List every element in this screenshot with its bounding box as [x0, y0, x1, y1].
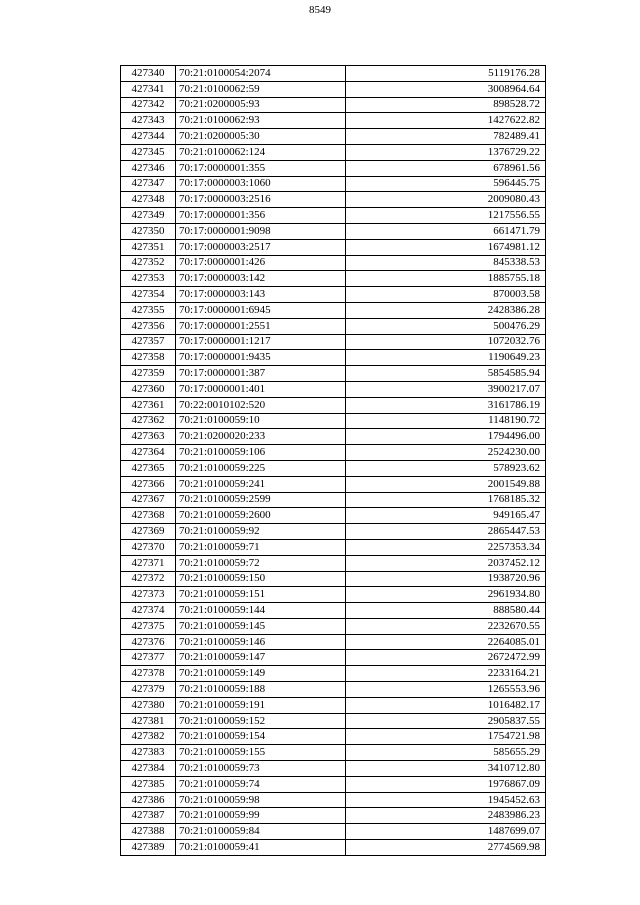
cadastral-number-cell: 70:17:0000003:2516: [176, 192, 346, 208]
table-row: [121, 682, 546, 698]
record-id-cell: 427375: [121, 618, 176, 634]
record-id-cell: 427362: [121, 413, 176, 429]
record-id-cell: 427371: [121, 555, 176, 571]
table-row: [121, 792, 546, 808]
cadastral-number-cell: 70:21:0200020:233: [176, 429, 346, 445]
table-row: [121, 176, 546, 192]
cadastral-number-cell: 70:17:0000001:6945: [176, 302, 346, 318]
table-row: [121, 318, 546, 334]
cadastral-number-cell: 70:21:0100059:72: [176, 555, 346, 571]
value-cell: 1265553.96: [346, 682, 546, 698]
record-id-cell: 427372: [121, 571, 176, 587]
table-row: [121, 808, 546, 824]
value-cell: 3900217.07: [346, 381, 546, 397]
cadastral-number-cell: 70:21:0100059:146: [176, 634, 346, 650]
record-id-cell: 427379: [121, 682, 176, 698]
table-row: [121, 634, 546, 650]
record-id-cell: 427348: [121, 192, 176, 208]
table-row: [121, 524, 546, 540]
table-row: [121, 697, 546, 713]
value-cell: 1190649.23: [346, 350, 546, 366]
value-cell: 3161786.19: [346, 397, 546, 413]
value-cell: 2905837.55: [346, 713, 546, 729]
value-cell: 1885755.18: [346, 271, 546, 287]
record-id-cell: 427386: [121, 792, 176, 808]
cadastral-number-cell: 70:21:0100059:225: [176, 460, 346, 476]
page-number: 8549: [309, 4, 331, 16]
table-row: [121, 192, 546, 208]
table-row: [121, 761, 546, 777]
cadastral-number-cell: 70:21:0100062:124: [176, 144, 346, 160]
cadastral-number-cell: 70:21:0100059:84: [176, 824, 346, 840]
record-id-cell: 427350: [121, 223, 176, 239]
table-row: [121, 397, 546, 413]
table-row: [121, 429, 546, 445]
value-cell: 1674981.12: [346, 239, 546, 255]
record-id-cell: 427381: [121, 713, 176, 729]
table-row: [121, 334, 546, 350]
record-id-cell: 427345: [121, 144, 176, 160]
cadastral-number-cell: 70:21:0100059:149: [176, 666, 346, 682]
table-row: [121, 555, 546, 571]
value-cell: 949165.47: [346, 508, 546, 524]
record-id-cell: 427382: [121, 729, 176, 745]
cadastral-number-cell: 70:17:0000001:356: [176, 208, 346, 224]
record-id-cell: 427383: [121, 745, 176, 761]
table-row: [121, 460, 546, 476]
cadastral-number-cell: 70:21:0100059:71: [176, 539, 346, 555]
cadastral-number-cell: 70:17:0000003:142: [176, 271, 346, 287]
table-row: [121, 840, 546, 856]
value-cell: 2009080.43: [346, 192, 546, 208]
table-row: [121, 666, 546, 682]
value-cell: 500476.29: [346, 318, 546, 334]
value-cell: 2865447.53: [346, 524, 546, 540]
table-row: [121, 81, 546, 97]
table-row: [121, 129, 546, 145]
table-row: [121, 824, 546, 840]
cadastral-number-cell: 70:21:0100059:154: [176, 729, 346, 745]
record-id-cell: 427359: [121, 366, 176, 382]
table-row: [121, 366, 546, 382]
record-id-cell: 427355: [121, 302, 176, 318]
value-cell: 661471.79: [346, 223, 546, 239]
table-row: [121, 445, 546, 461]
record-id-cell: 427387: [121, 808, 176, 824]
table-row: [121, 255, 546, 271]
value-cell: 5119176.28: [346, 66, 546, 82]
value-cell: 1976867.09: [346, 776, 546, 792]
record-id-cell: 427344: [121, 129, 176, 145]
record-id-cell: 427388: [121, 824, 176, 840]
cadastral-number-cell: 70:21:0100059:152: [176, 713, 346, 729]
record-id-cell: 427357: [121, 334, 176, 350]
record-id-cell: 427361: [121, 397, 176, 413]
record-id-cell: 427347: [121, 176, 176, 192]
value-cell: 5854585.94: [346, 366, 546, 382]
record-id-cell: 427340: [121, 66, 176, 82]
value-cell: 2774569.98: [346, 840, 546, 856]
cadastral-number-cell: 70:21:0200005:30: [176, 129, 346, 145]
record-id-cell: 427346: [121, 160, 176, 176]
cadastral-number-cell: 70:21:0100059:144: [176, 603, 346, 619]
table-row: [121, 208, 546, 224]
record-id-cell: 427385: [121, 776, 176, 792]
cadastral-number-cell: 70:21:0200005:93: [176, 97, 346, 113]
record-id-cell: 427374: [121, 603, 176, 619]
record-id-cell: 427376: [121, 634, 176, 650]
table-row: [121, 66, 546, 82]
cadastral-number-cell: 70:21:0100062:59: [176, 81, 346, 97]
value-cell: 2264085.01: [346, 634, 546, 650]
value-cell: 2524230.00: [346, 445, 546, 461]
cadastral-number-cell: 70:17:0000001:355: [176, 160, 346, 176]
record-id-cell: 427341: [121, 81, 176, 97]
cadastral-number-cell: 70:21:0100059:147: [176, 650, 346, 666]
record-id-cell: 427384: [121, 761, 176, 777]
record-id-cell: 427368: [121, 508, 176, 524]
table-row: [121, 413, 546, 429]
value-cell: 1072032.76: [346, 334, 546, 350]
value-cell: 1217556.55: [346, 208, 546, 224]
value-cell: 2001549.88: [346, 476, 546, 492]
table-row: [121, 271, 546, 287]
record-id-cell: 427389: [121, 840, 176, 856]
table-row: [121, 302, 546, 318]
cadastral-number-cell: 70:21:0100059:241: [176, 476, 346, 492]
value-cell: 2428386.28: [346, 302, 546, 318]
value-cell: 3410712.80: [346, 761, 546, 777]
table-row: [121, 618, 546, 634]
cadastral-number-cell: 70:21:0100059:155: [176, 745, 346, 761]
table-row: [121, 239, 546, 255]
cadastral-number-cell: 70:17:0000003:2517: [176, 239, 346, 255]
cadastral-number-cell: 70:21:0100059:106: [176, 445, 346, 461]
value-cell: 2233164.21: [346, 666, 546, 682]
cadastral-number-cell: 70:17:0000001:9098: [176, 223, 346, 239]
cadastral-number-cell: 70:21:0100059:2600: [176, 508, 346, 524]
record-id-cell: 427360: [121, 381, 176, 397]
table-row: [121, 539, 546, 555]
value-cell: 845338.53: [346, 255, 546, 271]
value-cell: 1148190.72: [346, 413, 546, 429]
record-id-cell: 427356: [121, 318, 176, 334]
cadastral-number-cell: 70:17:0000003:143: [176, 287, 346, 303]
value-cell: 585655.29: [346, 745, 546, 761]
table-row: [121, 381, 546, 397]
value-cell: 2672472.99: [346, 650, 546, 666]
cadastral-number-cell: 70:21:0100062:93: [176, 113, 346, 129]
table-row: [121, 508, 546, 524]
table-row: [121, 97, 546, 113]
value-cell: 2037452.12: [346, 555, 546, 571]
cadastral-number-cell: 70:17:0000001:9435: [176, 350, 346, 366]
value-cell: 1794496.00: [346, 429, 546, 445]
records-table-body: [121, 66, 546, 856]
table-row: [121, 729, 546, 745]
record-id-cell: 427351: [121, 239, 176, 255]
cadastral-number-cell: 70:21:0100059:98: [176, 792, 346, 808]
cadastral-number-cell: 70:17:0000001:2551: [176, 318, 346, 334]
value-cell: 596445.75: [346, 176, 546, 192]
value-cell: 782489.41: [346, 129, 546, 145]
record-id-cell: 427363: [121, 429, 176, 445]
record-id-cell: 427354: [121, 287, 176, 303]
table-row: [121, 650, 546, 666]
table-row: [121, 223, 546, 239]
record-id-cell: 427352: [121, 255, 176, 271]
value-cell: 678961.56: [346, 160, 546, 176]
table-row: [121, 144, 546, 160]
table-row: [121, 287, 546, 303]
record-id-cell: 427366: [121, 476, 176, 492]
cadastral-number-cell: 70:21:0100059:41: [176, 840, 346, 856]
cadastral-number-cell: 70:21:0100059:99: [176, 808, 346, 824]
cadastral-number-cell: 70:21:0100054:2074: [176, 66, 346, 82]
record-id-cell: 427364: [121, 445, 176, 461]
record-id-cell: 427367: [121, 492, 176, 508]
record-id-cell: 427342: [121, 97, 176, 113]
record-id-cell: 427370: [121, 539, 176, 555]
cadastral-number-cell: 70:21:0100059:150: [176, 571, 346, 587]
value-cell: 898528.72: [346, 97, 546, 113]
table-row: [121, 476, 546, 492]
cadastral-number-cell: 70:21:0100059:145: [176, 618, 346, 634]
cadastral-number-cell: 70:21:0100059:92: [176, 524, 346, 540]
value-cell: 2257353.34: [346, 539, 546, 555]
table-row: [121, 350, 546, 366]
table-row: [121, 713, 546, 729]
value-cell: 1768185.32: [346, 492, 546, 508]
record-id-cell: 427365: [121, 460, 176, 476]
cadastral-number-cell: 70:21:0100059:2599: [176, 492, 346, 508]
table-row: [121, 587, 546, 603]
record-id-cell: 427369: [121, 524, 176, 540]
value-cell: 2232670.55: [346, 618, 546, 634]
cadastral-number-cell: 70:21:0100059:151: [176, 587, 346, 603]
record-id-cell: 427349: [121, 208, 176, 224]
table-row: [121, 492, 546, 508]
record-id-cell: 427373: [121, 587, 176, 603]
cadastral-number-cell: 70:21:0100059:10: [176, 413, 346, 429]
record-id-cell: 427377: [121, 650, 176, 666]
record-id-cell: 427343: [121, 113, 176, 129]
cadastral-number-cell: 70:17:0000001:1217: [176, 334, 346, 350]
records-table: [120, 65, 546, 856]
cadastral-number-cell: 70:22:0010102:520: [176, 397, 346, 413]
cadastral-number-cell: 70:21:0100059:191: [176, 697, 346, 713]
cadastral-number-cell: 70:21:0100059:73: [176, 761, 346, 777]
table-row: [121, 745, 546, 761]
record-id-cell: 427378: [121, 666, 176, 682]
table-row: [121, 603, 546, 619]
value-cell: 888580.44: [346, 603, 546, 619]
value-cell: 578923.62: [346, 460, 546, 476]
value-cell: 2961934.80: [346, 587, 546, 603]
record-id-cell: 427353: [121, 271, 176, 287]
cadastral-number-cell: 70:17:0000003:1060: [176, 176, 346, 192]
cadastral-number-cell: 70:21:0100059:188: [176, 682, 346, 698]
table-row: [121, 113, 546, 129]
value-cell: 3008964.64: [346, 81, 546, 97]
cadastral-number-cell: 70:21:0100059:74: [176, 776, 346, 792]
value-cell: 2483986.23: [346, 808, 546, 824]
value-cell: 1754721.98: [346, 729, 546, 745]
cadastral-number-cell: 70:17:0000001:401: [176, 381, 346, 397]
table-row: [121, 160, 546, 176]
record-id-cell: 427358: [121, 350, 176, 366]
table-row: [121, 776, 546, 792]
value-cell: 870003.58: [346, 287, 546, 303]
record-id-cell: 427380: [121, 697, 176, 713]
cadastral-number-cell: 70:17:0000001:426: [176, 255, 346, 271]
value-cell: 1427622.82: [346, 113, 546, 129]
value-cell: 1938720.96: [346, 571, 546, 587]
value-cell: 1376729.22: [346, 144, 546, 160]
cadastral-number-cell: 70:17:0000001:387: [176, 366, 346, 382]
value-cell: 1487699.07: [346, 824, 546, 840]
value-cell: 1016482.17: [346, 697, 546, 713]
value-cell: 1945452.63: [346, 792, 546, 808]
table-row: [121, 571, 546, 587]
